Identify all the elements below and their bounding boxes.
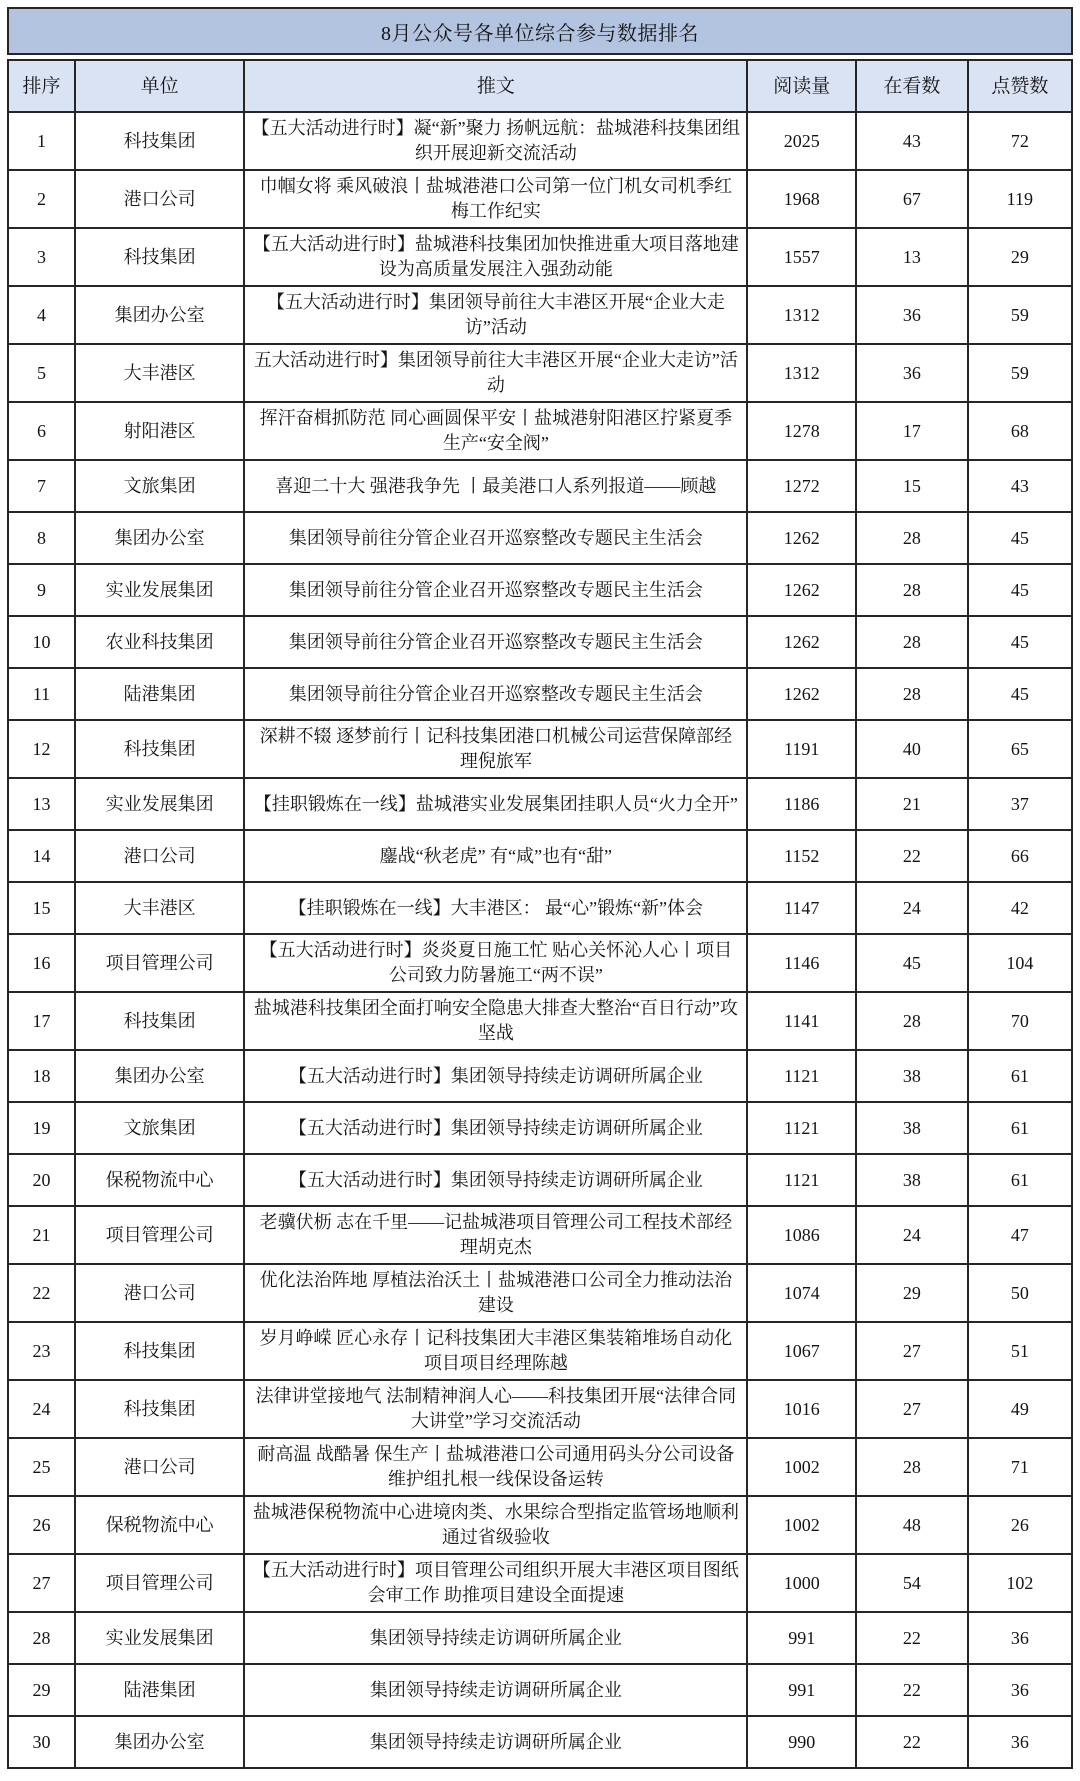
- cell-rank: 30: [8, 1716, 75, 1768]
- ranking-table: [7, 59, 1073, 1769]
- table-row: [8, 934, 1072, 992]
- cell-reads: 991: [747, 1664, 856, 1716]
- cell-reads: 991: [747, 1612, 856, 1664]
- cell-reads: 1272: [747, 460, 856, 512]
- cell-unit: 文旅集团: [75, 460, 244, 512]
- cell-rank: 18: [8, 1050, 75, 1102]
- cell-article: 【挂职锻炼在一线】大丰港区： 最“心”锻炼“新”体会: [244, 882, 747, 934]
- cell-article: 优化法治阵地 厚植法治沃土丨盐城港港口公司全力推动法治建设: [244, 1264, 747, 1322]
- cell-rank: 8: [8, 512, 75, 564]
- cell-watching: 24: [856, 1206, 968, 1264]
- cell-rank: 6: [8, 402, 75, 460]
- cell-unit: 科技集团: [75, 228, 244, 286]
- cell-rank: 7: [8, 460, 75, 512]
- cell-reads: 1262: [747, 616, 856, 668]
- cell-reads: 1312: [747, 344, 856, 402]
- table-row: [8, 344, 1072, 402]
- cell-likes: 42: [968, 882, 1072, 934]
- cell-reads: 990: [747, 1716, 856, 1768]
- cell-unit: 大丰港区: [75, 882, 244, 934]
- cell-article: 挥汗奋楫抓防范 同心画圆保平安丨盐城港射阳港区拧紧夏季生产“安全阀”: [244, 402, 747, 460]
- cell-article: 深耕不辍 逐梦前行丨记科技集团港口机械公司运营保障部经理倪旅军: [244, 720, 747, 778]
- cell-likes: 61: [968, 1154, 1072, 1206]
- cell-article: 【五大活动进行时】盐城港科技集团加快推进重大项目落地建设为高质量发展注入强劲动能: [244, 228, 747, 286]
- cell-likes: 45: [968, 564, 1072, 616]
- cell-watching: 36: [856, 344, 968, 402]
- cell-unit: 项目管理公司: [75, 1206, 244, 1264]
- cell-reads: 1121: [747, 1154, 856, 1206]
- cell-likes: 43: [968, 460, 1072, 512]
- cell-unit: 保税物流中心: [75, 1496, 244, 1554]
- cell-article: 【五大活动进行时】集团领导持续走访调研所属企业: [244, 1050, 747, 1102]
- cell-likes: 61: [968, 1050, 1072, 1102]
- cell-watching: 28: [856, 616, 968, 668]
- table-row: [8, 1380, 1072, 1438]
- cell-article: 集团领导前往分管企业召开巡察整改专题民主生活会: [244, 564, 747, 616]
- cell-rank: 14: [8, 830, 75, 882]
- table-row: [8, 402, 1072, 460]
- cell-unit: 实业发展集团: [75, 778, 244, 830]
- table-row: [8, 1664, 1072, 1716]
- cell-likes: 66: [968, 830, 1072, 882]
- table-row: [8, 1438, 1072, 1496]
- cell-article: 法律讲堂接地气 法制精神润人心——科技集团开展“法律合同大讲堂”学习交流活动: [244, 1380, 747, 1438]
- cell-watching: 48: [856, 1496, 968, 1554]
- cell-unit: 陆港集团: [75, 668, 244, 720]
- cell-reads: 1191: [747, 720, 856, 778]
- cell-watching: 22: [856, 830, 968, 882]
- cell-article: 【五大活动进行时】集团领导持续走访调研所属企业: [244, 1102, 747, 1154]
- col-header-article: 推文: [244, 60, 747, 112]
- cell-watching: 28: [856, 992, 968, 1050]
- col-header-reads: 阅读量: [747, 60, 856, 112]
- table-row: [8, 460, 1072, 512]
- cell-rank: 16: [8, 934, 75, 992]
- cell-likes: 36: [968, 1612, 1072, 1664]
- cell-reads: 1147: [747, 882, 856, 934]
- cell-unit: 实业发展集团: [75, 564, 244, 616]
- cell-watching: 40: [856, 720, 968, 778]
- cell-likes: 36: [968, 1716, 1072, 1768]
- table-row: [8, 720, 1072, 778]
- cell-reads: 1312: [747, 286, 856, 344]
- cell-likes: 70: [968, 992, 1072, 1050]
- cell-rank: 29: [8, 1664, 75, 1716]
- cell-watching: 38: [856, 1102, 968, 1154]
- table-row: [8, 1102, 1072, 1154]
- cell-likes: 26: [968, 1496, 1072, 1554]
- cell-watching: 22: [856, 1716, 968, 1768]
- table-row: [8, 616, 1072, 668]
- cell-rank: 2: [8, 170, 75, 228]
- table-row: [8, 1050, 1072, 1102]
- cell-article: 集团领导持续走访调研所属企业: [244, 1612, 747, 1664]
- cell-watching: 45: [856, 934, 968, 992]
- cell-watching: 15: [856, 460, 968, 512]
- cell-reads: 2025: [747, 112, 856, 170]
- cell-likes: 45: [968, 512, 1072, 564]
- table-row: [8, 882, 1072, 934]
- cell-article: 岁月峥嵘 匠心永存丨记科技集团大丰港区集装箱堆场自动化项目项目经理陈越: [244, 1322, 747, 1380]
- cell-watching: 28: [856, 564, 968, 616]
- cell-rank: 19: [8, 1102, 75, 1154]
- cell-reads: 1186: [747, 778, 856, 830]
- cell-unit: 集团办公室: [75, 286, 244, 344]
- cell-unit: 科技集团: [75, 720, 244, 778]
- cell-likes: 59: [968, 286, 1072, 344]
- cell-likes: 65: [968, 720, 1072, 778]
- cell-watching: 27: [856, 1380, 968, 1438]
- cell-likes: 37: [968, 778, 1072, 830]
- cell-reads: 1968: [747, 170, 856, 228]
- cell-article: 五大活动进行时】集团领导前往大丰港区开展“企业大走访”活动: [244, 344, 747, 402]
- cell-reads: 1002: [747, 1438, 856, 1496]
- cell-likes: 45: [968, 616, 1072, 668]
- cell-unit: 科技集团: [75, 112, 244, 170]
- cell-article: 老骥伏枥 志在千里——记盐城港项目管理公司工程技术部经理胡克杰: [244, 1206, 747, 1264]
- cell-article: 【五大活动进行时】凝“新”聚力 扬帆远航：盐城港科技集团组织开展迎新交流活动: [244, 112, 747, 170]
- cell-likes: 119: [968, 170, 1072, 228]
- cell-article: 【五大活动进行时】集团领导持续走访调研所属企业: [244, 1154, 747, 1206]
- cell-reads: 1067: [747, 1322, 856, 1380]
- cell-likes: 104: [968, 934, 1072, 992]
- cell-watching: 28: [856, 512, 968, 564]
- col-header-unit: 单位: [75, 60, 244, 112]
- cell-unit: 集团办公室: [75, 1716, 244, 1768]
- cell-rank: 25: [8, 1438, 75, 1496]
- table-row: [8, 112, 1072, 170]
- cell-watching: 38: [856, 1154, 968, 1206]
- table-row: [8, 286, 1072, 344]
- cell-reads: 1002: [747, 1496, 856, 1554]
- cell-watching: 22: [856, 1664, 968, 1716]
- cell-rank: 13: [8, 778, 75, 830]
- cell-unit: 港口公司: [75, 170, 244, 228]
- cell-likes: 51: [968, 1322, 1072, 1380]
- cell-unit: 文旅集团: [75, 1102, 244, 1154]
- cell-likes: 45: [968, 668, 1072, 720]
- cell-reads: 1262: [747, 668, 856, 720]
- cell-unit: 实业发展集团: [75, 1612, 244, 1664]
- table-row: [8, 830, 1072, 882]
- cell-likes: 61: [968, 1102, 1072, 1154]
- table-row: [8, 1612, 1072, 1664]
- cell-rank: 21: [8, 1206, 75, 1264]
- table-row: [8, 778, 1072, 830]
- cell-reads: 1141: [747, 992, 856, 1050]
- cell-reads: 1121: [747, 1050, 856, 1102]
- cell-unit: 科技集团: [75, 992, 244, 1050]
- cell-rank: 28: [8, 1612, 75, 1664]
- cell-rank: 23: [8, 1322, 75, 1380]
- cell-likes: 29: [968, 228, 1072, 286]
- cell-article: 鏖战“秋老虎” 有“咸”也有“甜”: [244, 830, 747, 882]
- cell-likes: 59: [968, 344, 1072, 402]
- cell-article: 集团领导持续走访调研所属企业: [244, 1716, 747, 1768]
- cell-unit: 项目管理公司: [75, 934, 244, 992]
- cell-rank: 9: [8, 564, 75, 616]
- table-row: [8, 1264, 1072, 1322]
- cell-reads: 1146: [747, 934, 856, 992]
- cell-article: 【挂职锻炼在一线】盐城港实业发展集团挂职人员“火力全开”: [244, 778, 747, 830]
- cell-unit: 港口公司: [75, 1264, 244, 1322]
- cell-watching: 38: [856, 1050, 968, 1102]
- cell-reads: 1086: [747, 1206, 856, 1264]
- cell-article: 【五大活动进行时】项目管理公司组织开展大丰港区项目图纸会审工作 助推项目建设全面提速: [244, 1554, 747, 1612]
- cell-unit: 港口公司: [75, 1438, 244, 1496]
- cell-reads: 1278: [747, 402, 856, 460]
- table-row: [8, 564, 1072, 616]
- cell-rank: 1: [8, 112, 75, 170]
- cell-rank: 10: [8, 616, 75, 668]
- cell-watching: 36: [856, 286, 968, 344]
- table-row: [8, 1322, 1072, 1380]
- cell-article: 喜迎二十大 强港我争先 丨最美港口人系列报道——顾越: [244, 460, 747, 512]
- table-title-band: [7, 7, 1073, 55]
- table-body: [8, 112, 1072, 1768]
- cell-likes: 68: [968, 402, 1072, 460]
- table-title: 8月公众号各单位综合参与数据排名: [381, 22, 699, 45]
- cell-unit: 集团办公室: [75, 512, 244, 564]
- cell-unit: 港口公司: [75, 830, 244, 882]
- table-row: [8, 1716, 1072, 1768]
- cell-unit: 集团办公室: [75, 1050, 244, 1102]
- cell-watching: 27: [856, 1322, 968, 1380]
- cell-article: 集团领导持续走访调研所属企业: [244, 1664, 747, 1716]
- cell-article: 盐城港科技集团全面打响安全隐患大排查大整治“百日行动”攻坚战: [244, 992, 747, 1050]
- cell-watching: 22: [856, 1612, 968, 1664]
- cell-unit: 陆港集团: [75, 1664, 244, 1716]
- cell-rank: 24: [8, 1380, 75, 1438]
- cell-article: 巾帼女将 乘风破浪丨盐城港港口公司第一位门机女司机季红梅工作纪实: [244, 170, 747, 228]
- cell-watching: 17: [856, 402, 968, 460]
- cell-reads: 1152: [747, 830, 856, 882]
- cell-likes: 50: [968, 1264, 1072, 1322]
- cell-article: 【五大活动进行时】集团领导前往大丰港区开展“企业大走访”活动: [244, 286, 747, 344]
- cell-unit: 项目管理公司: [75, 1554, 244, 1612]
- cell-article: 集团领导前往分管企业召开巡察整改专题民主生活会: [244, 512, 747, 564]
- cell-reads: 1262: [747, 512, 856, 564]
- cell-rank: 12: [8, 720, 75, 778]
- table-row: [8, 668, 1072, 720]
- cell-unit: 农业科技集团: [75, 616, 244, 668]
- cell-unit: 大丰港区: [75, 344, 244, 402]
- table-header: [8, 60, 1072, 112]
- cell-likes: 102: [968, 1554, 1072, 1612]
- table-row: [8, 512, 1072, 564]
- table-row: [8, 992, 1072, 1050]
- cell-rank: 22: [8, 1264, 75, 1322]
- cell-likes: 72: [968, 112, 1072, 170]
- cell-reads: 1262: [747, 564, 856, 616]
- cell-unit: 射阳港区: [75, 402, 244, 460]
- cell-reads: 1016: [747, 1380, 856, 1438]
- cell-rank: 20: [8, 1154, 75, 1206]
- cell-rank: 17: [8, 992, 75, 1050]
- cell-watching: 54: [856, 1554, 968, 1612]
- cell-reads: 1074: [747, 1264, 856, 1322]
- cell-watching: 43: [856, 112, 968, 170]
- cell-rank: 3: [8, 228, 75, 286]
- table-row: [8, 170, 1072, 228]
- table-row: [8, 1554, 1072, 1612]
- cell-reads: 1557: [747, 228, 856, 286]
- table-row: [8, 1154, 1072, 1206]
- cell-rank: 27: [8, 1554, 75, 1612]
- cell-likes: 36: [968, 1664, 1072, 1716]
- cell-watching: 24: [856, 882, 968, 934]
- cell-rank: 26: [8, 1496, 75, 1554]
- cell-unit: 科技集团: [75, 1322, 244, 1380]
- cell-rank: 15: [8, 882, 75, 934]
- col-header-watching: 在看数: [856, 60, 968, 112]
- cell-watching: 29: [856, 1264, 968, 1322]
- cell-likes: 49: [968, 1380, 1072, 1438]
- cell-rank: 11: [8, 668, 75, 720]
- cell-likes: 47: [968, 1206, 1072, 1264]
- col-header-rank: 排序: [8, 60, 75, 112]
- cell-article: 集团领导前往分管企业召开巡察整改专题民主生活会: [244, 616, 747, 668]
- cell-unit: 保税物流中心: [75, 1154, 244, 1206]
- cell-watching: 67: [856, 170, 968, 228]
- cell-rank: 4: [8, 286, 75, 344]
- table-row: [8, 228, 1072, 286]
- cell-rank: 5: [8, 344, 75, 402]
- table-row: [8, 1206, 1072, 1264]
- table-row: [8, 1496, 1072, 1554]
- cell-article: 盐城港保税物流中心进境肉类、水果综合型指定监管场地顺利通过省级验收: [244, 1496, 747, 1554]
- cell-watching: 13: [856, 228, 968, 286]
- col-header-likes: 点赞数: [968, 60, 1072, 112]
- header-row: [8, 60, 1072, 112]
- cell-unit: 科技集团: [75, 1380, 244, 1438]
- cell-likes: 71: [968, 1438, 1072, 1496]
- cell-reads: 1000: [747, 1554, 856, 1612]
- cell-watching: 28: [856, 1438, 968, 1496]
- cell-watching: 21: [856, 778, 968, 830]
- cell-article: 【五大活动进行时】炎炎夏日施工忙 贴心关怀沁人心丨项目公司致力防暑施工“两不误”: [244, 934, 747, 992]
- cell-watching: 28: [856, 668, 968, 720]
- cell-article: 耐高温 战酷暑 保生产丨盐城港港口公司通用码头分公司设备维护组扎根一线保设备运转: [244, 1438, 747, 1496]
- cell-article: 集团领导前往分管企业召开巡察整改专题民主生活会: [244, 668, 747, 720]
- cell-reads: 1121: [747, 1102, 856, 1154]
